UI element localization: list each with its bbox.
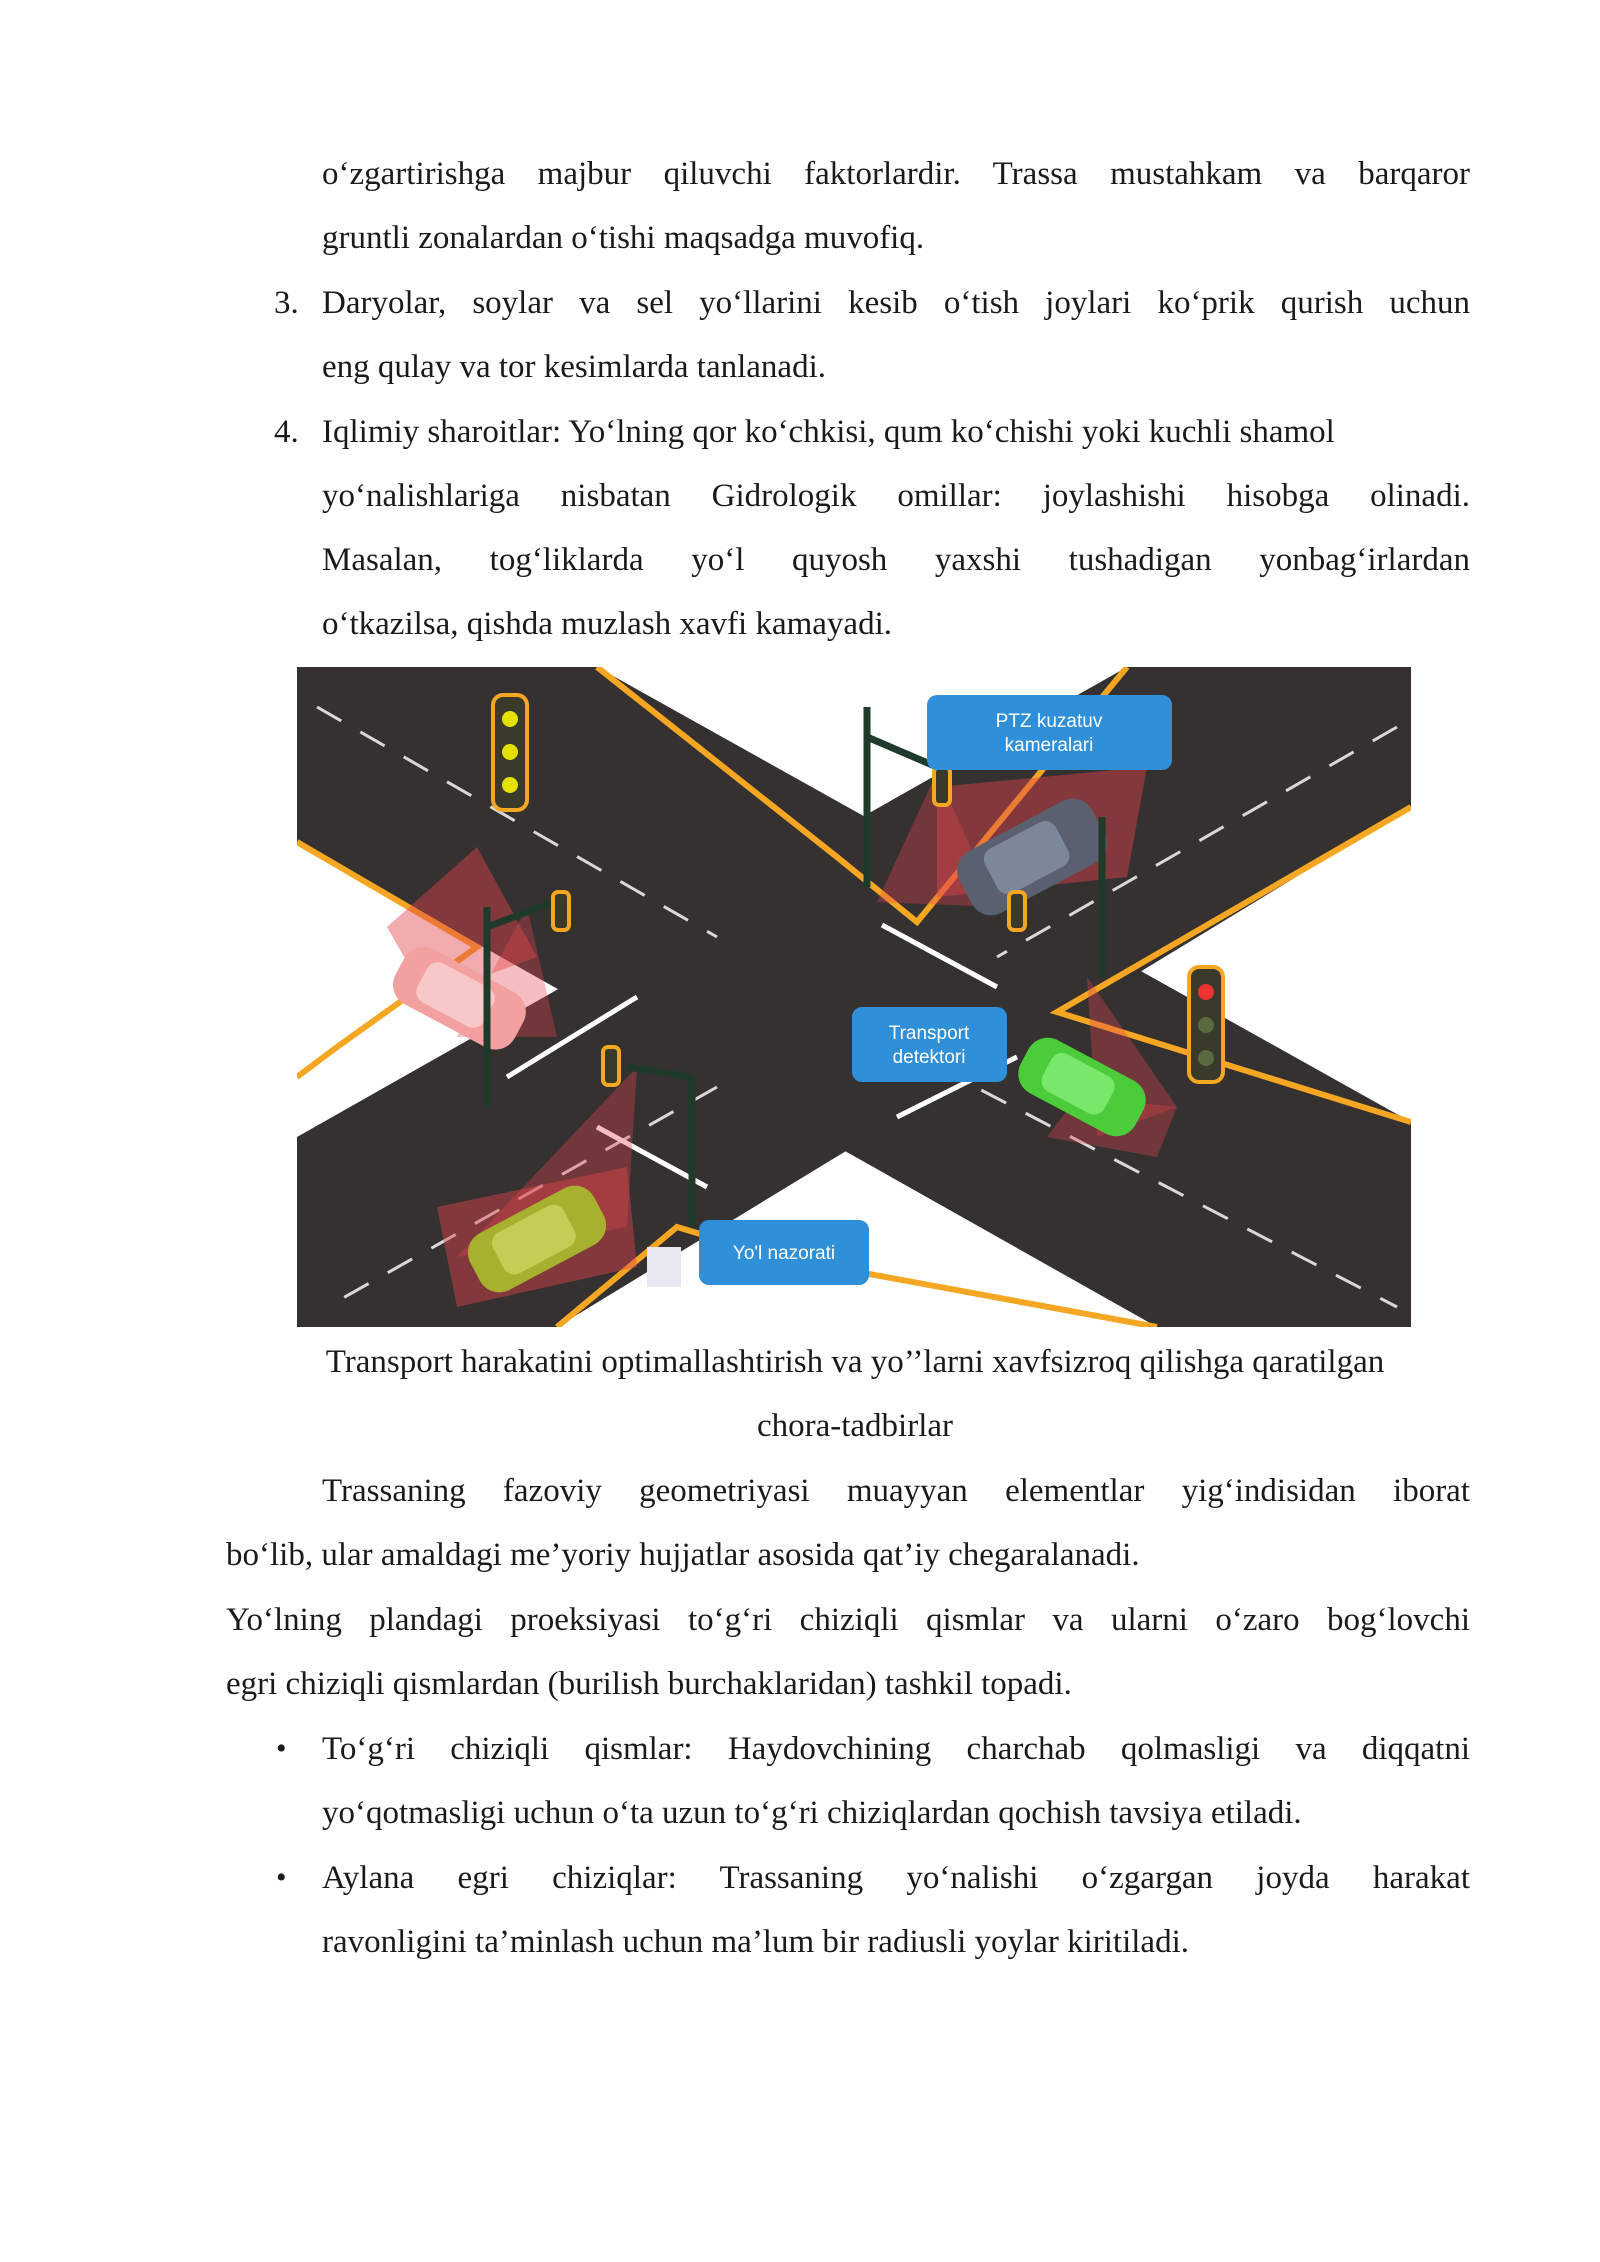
bullet-line: yo‘qotmasligi uchun o‘ta uzun to‘g‘ri chiziqlardan qochish tavsiya etiladi. (322, 1795, 1302, 1831)
paragraph-line: bo‘lib, ular amaldagi me’yoriy hujjatlar asosida qat’iy chegaralanadi. (226, 1537, 1140, 1573)
label-ptz-line1: PTZ kuzatuv (995, 711, 1103, 732)
list-continuation-line: o‘zgartirishga majbur qiluvchi faktorlardir. Trassa mustahkam va barqaror (322, 156, 1470, 192)
figure-caption-line2: chora-tadbirlar (756, 1408, 954, 1444)
list-item-line: Daryolar, soylar va sel yo‘llarini kesib o‘tish joylari ko‘prik qurish uchun (322, 285, 1470, 321)
bullet-marker: • (276, 1732, 287, 1765)
paragraph-line: Trassaning fazoviy geometriyasi muayyan elementlar yig‘indisidan iborat (322, 1473, 1470, 1509)
label-road-control (699, 1220, 869, 1285)
paragraph-line: Yo‘lning plandagi proeksiyasi to‘g‘ri chiziqli qismlar va ularni o‘zaro bog‘lovchi (226, 1602, 1470, 1638)
bullet-line: ravonligini ta’minlash uchun ma’lum bir radiusli yoylar kiritiladi. (322, 1924, 1189, 1960)
label-detector-line2: detektori (892, 1047, 966, 1068)
list-item-number: 3. (274, 285, 299, 321)
list-item-line: o‘tkazilsa, qishda muzlash xavfi kamayadi. (322, 606, 892, 642)
label-transport-detector (852, 1007, 1007, 1082)
control-box (647, 1247, 681, 1287)
label-ptz-line2: kameralari (1004, 735, 1094, 756)
list-item-line: Iqlimiy sharoitlar: Yo‘lning qor ko‘chkisi, qum ko‘chishi yoki kuchli shamol (322, 414, 1335, 450)
list-item-line: Masalan, tog‘liklarda yo‘l quyosh yaxshi tushadigan yonbag‘irlardan (322, 542, 1470, 578)
paragraph-line: egri chiziqli qismlardan (burilish burchaklaridan) tashkil topadi. (226, 1666, 1072, 1702)
list-item-line: eng qulay va tor kesimlarda tanlanadi. (322, 349, 826, 385)
bullet-line: Aylana egri chiziqlar: Trassaning yo‘nalishi o‘zgargan joyda harakat (322, 1860, 1470, 1896)
bullet-line: To‘g‘ri chiziqli qismlar: Haydovchining charchab qolmasligi va diqqatni (322, 1731, 1470, 1767)
bullet-marker: • (276, 1861, 287, 1894)
list-continuation-line: gruntli zonalardan o‘tishi maqsadga muvofiq. (322, 220, 925, 256)
intersection-illustration (297, 667, 1411, 1327)
list-item-number: 4. (274, 414, 299, 450)
label-control: Yo'l nazorati (732, 1243, 836, 1264)
label-detector-line1: Transport (888, 1023, 970, 1044)
label-ptz-cameras (927, 695, 1172, 770)
figure-caption-line1: Transport harakatini optimallashtirish va yo’’larni xavfsizroq qilishga qaratilgan (325, 1344, 1385, 1380)
list-item-line: yo‘nalishlariga nisbatan Gidrologik omillar: joylashishi hisobga olinadi. (322, 478, 1470, 514)
